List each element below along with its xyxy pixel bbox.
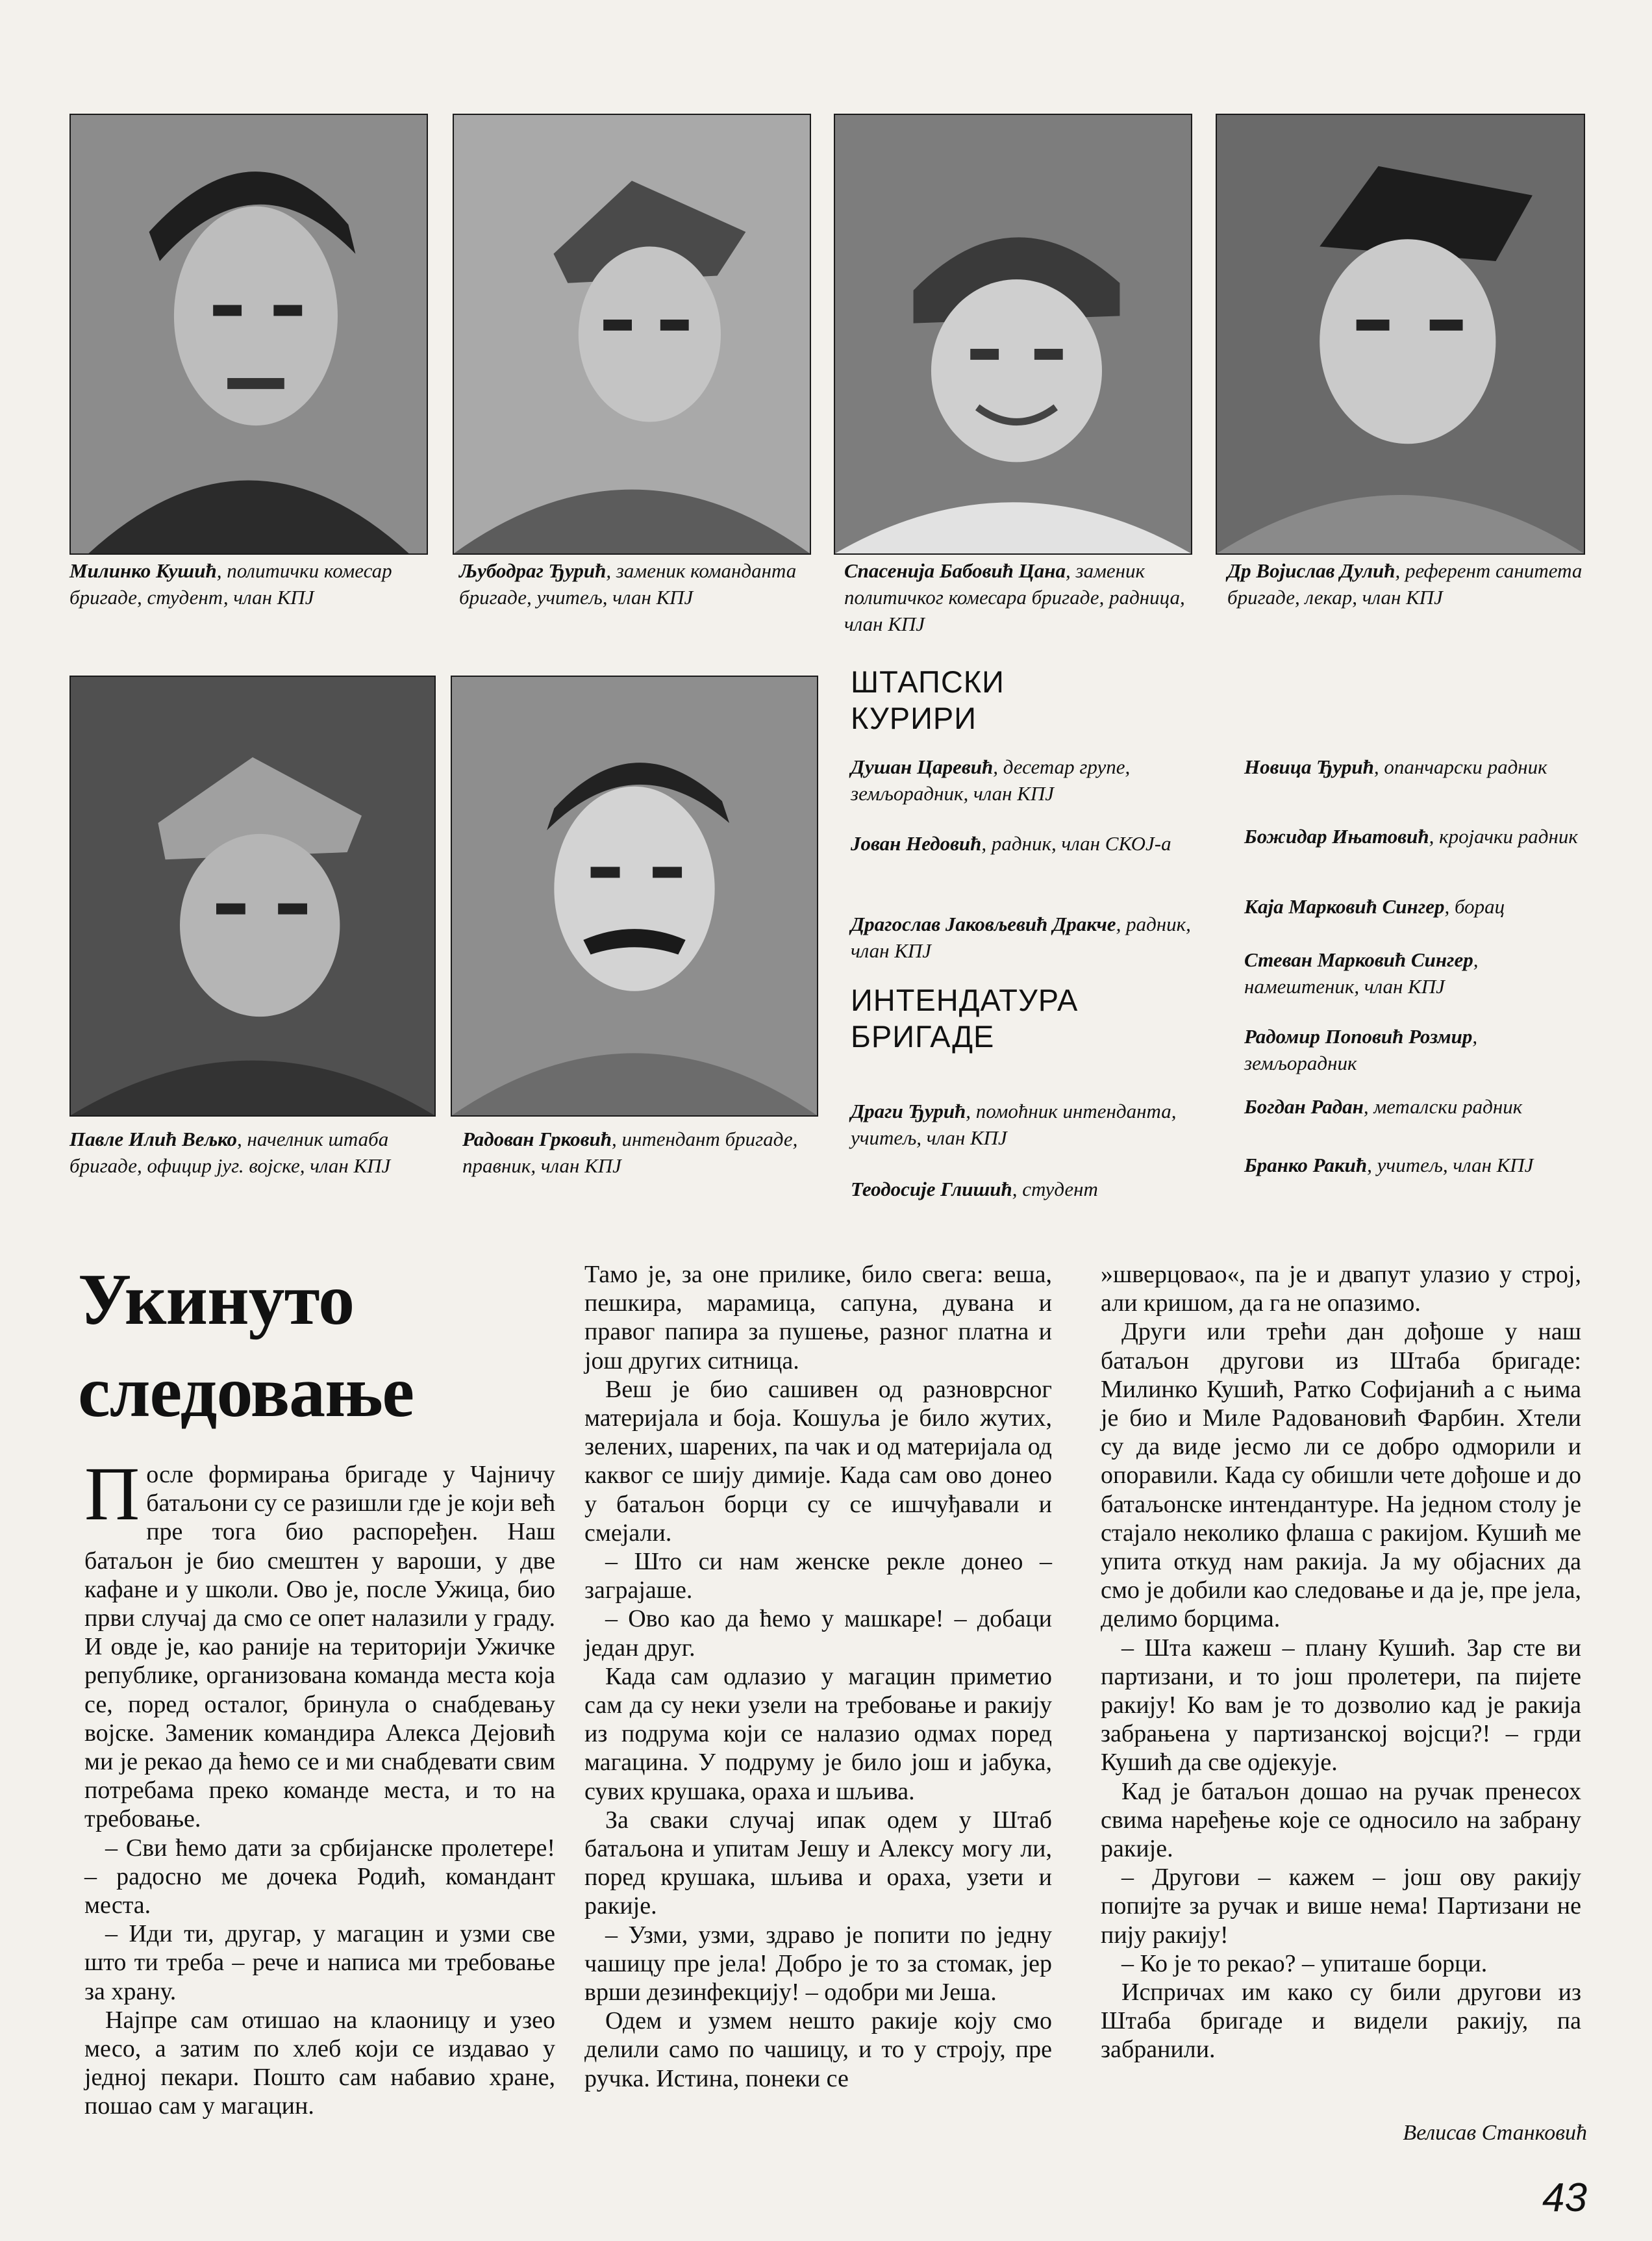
- article-title: Укинуто следовање: [78, 1260, 414, 1432]
- author-signature: Велисав Станковић: [1403, 2121, 1587, 2145]
- drop-cap: П: [84, 1451, 140, 1536]
- photo-caption-1: Милинко Кушић, политички комесар бригаде, студент, члан КПЈ: [69, 559, 392, 609]
- courier-entry-7: Стеван Марковић Сингер, намештеник, члан КПЈ: [1244, 948, 1479, 998]
- paragraph: – Ко је то рекао? – упиташе борци.: [1121, 1949, 1488, 1977]
- paragraph: – Шта кажеш – плану Кушић. Зар сте ви партизани, и то још пролетери, па пијете ракију! Ко вам је то дозволио кад је ракија забрањена у партизанској војсци?! – грди Кушић да све одјекује.: [1101, 1634, 1581, 1777]
- photo-caption-3: Спасенија Бабовић Цана, заменик политичког комесара бригаде, радница, члан КПЈ: [844, 559, 1185, 635]
- courier-entry-10: Бранко Ракић, учитељ, члан КПЈ: [1244, 1154, 1534, 1176]
- photo-caption-2: Љубодраг Ђурић, заменик команданта бригаде, учитељ, члан КПЈ: [459, 559, 797, 609]
- paragraph: Тамо је, за оне прилике, било свега: веша, пешкира, марамица, сапуна, дувана и правог папира за пушење, разног платна и још других ситница.: [584, 1261, 1052, 1374]
- portrait-photo-6: [451, 676, 818, 1117]
- courier-entry-4: Новица Ђурић, опанчарски радник: [1244, 755, 1547, 778]
- courier-entry-6: Каја Марковић Сингер, борац: [1244, 895, 1505, 918]
- intendancy-entry-2: Теодосије Глишић, студент: [851, 1178, 1098, 1200]
- portrait-photo-2: [453, 114, 811, 555]
- paragraph: Најпре сам отишао на клаоницу и узео месо, а затим по хлеб који се издавао у једној пекари. Пошто сам набавио хране, пошао сам у магацин.: [84, 2006, 555, 2120]
- paragraph: За сваки случај ипак одем у Штаб батаљона и упитам Јешу и Алексу могу ли, поред крушака, шљива и ораха, узети и ракије.: [584, 1806, 1052, 1920]
- paragraph: – Иди ти, другар, у магацин и узми све што ти треба – рече и написа ми требовање за храну.: [84, 1920, 555, 2005]
- paragraph: – Узми, узми, здраво је попити по једну чашицу пре јела! Добро је то за стомак, јер врши дезинфекцију! – одобри ми Јеша.: [584, 1921, 1052, 2007]
- paragraph: Одем и узмем нешто ракије коју смо делили само по чашицу, и то у строју, пре ручка. Истина, понеки се: [584, 2007, 1052, 2092]
- page-number: 43: [1542, 2175, 1587, 2220]
- intendancy-entry-1: Драги Ђурић, помоћник интенданта, учитељ, члан КПЈ: [851, 1100, 1177, 1149]
- paragraph: Када сам одлазио у магацин приметио сам да су неки узели на требовање и ракију из подрума који се налазио одмах поред магацина. У подруму је било још и јабука, сувих крушака, ораха и шљива.: [584, 1662, 1052, 1805]
- paragraph: – Што си нам женске рекле донео – заграјаше.: [584, 1548, 1052, 1604]
- paragraph: Други или трећи дан дођоше у наш батаљон другови из Штаба бригаде: Милинко Кушић, Ратко Софијанић а с њима је био и Миле Радовановић Фарбин. Хтели су да виде јесмо ли се добро одморили и опоравили. Када су обишли чете дођоше и до батаљонске интендантуре. На једном столу је стајало неколико флаша с ракијом. Кушић ме упита откуд нам ракија. Ја му објасних да смо је добили као следовање и да је, пре јела, делимо борцима.: [1101, 1318, 1581, 1633]
- courier-entry-8: Радомир Поповић Розмир, земљорадник: [1244, 1025, 1478, 1074]
- paragraph: После формирања бригаде у Чајничу батаљони су се разишли где је који већ пре тога био распоређен. Наш батаљон је био смештен у вароши, у две кафане и у школи. Ово је, после Ужица, био први случај да смо се опет налазили у граду. И овде је, као раније на територији Ужичке републике, организована команда места која се, поред осталог, бринула о снабдевању војске. Заменик командира Алекса Дејовић ми је рекао да ћемо се и ми снабдевати свим потребама преко команде места, и то на требовање.: [84, 1451, 555, 1833]
- article-column-3: [1101, 1260, 1581, 2064]
- courier-entry-2: Јован Недовић, радник, члан СКОЈ-а: [851, 832, 1171, 855]
- paragraph: Кад је батаљон дошао на ручак пренесох свима наређење које се односило на забрану ракије.: [1101, 1777, 1581, 1863]
- paragraph: Веш је био сашивен од разноврсног материјала и боја. Кошуља је било жутих, зелених, шарених, па чак и од материјала од каквог се шију димије. Када сам ово донео у батаљон борци су се ишчуђавали и смејали.: [584, 1375, 1052, 1547]
- portrait-photo-5: [69, 676, 436, 1117]
- paragraph: – Сви ћемо дати за србијанске пролетере! – радосно ме дочека Родић, командант места.: [84, 1834, 555, 1919]
- paragraph: – Ово као да ћемо у машкаре! – добаци један друг.: [584, 1605, 1052, 1662]
- paragraph: – Другови – кажем – још ову ракију попијте за ручак и више нема! Партизани не пију ракију!: [1101, 1864, 1581, 1949]
- photo-caption-5: Павле Илић Вељко, начелник штаба бригаде, официр југ. војске, члан КПЈ: [69, 1128, 391, 1177]
- paragraph: »шверцовао«, па је и двапут улазио у строј, али кришом, да га не опазимо.: [1101, 1261, 1581, 1317]
- article-column-1: [84, 1451, 555, 2121]
- portrait-photo-1: [69, 114, 428, 555]
- portrait-photo-3: [834, 114, 1192, 555]
- photo-caption-4: Др Војислав Дулић, референт санитета бригаде, лекар, члан КПЈ: [1227, 559, 1583, 609]
- photo-caption-6: Радован Грковић, интендант бригаде, правник, члан КПЈ: [462, 1128, 798, 1177]
- courier-entry-1: Душан Царевић, десетар групе, земљорадник, члан КПЈ: [851, 755, 1131, 805]
- intendancy-heading: ИНТЕНДАТУРА БРИГАДЕ: [851, 983, 1079, 1054]
- courier-entry-5: Божидар Ињатовић, кројачки радник: [1244, 825, 1578, 848]
- portrait-photo-4: [1216, 114, 1585, 555]
- courier-entry-9: Богдан Радан, металски радник: [1244, 1095, 1523, 1118]
- article-column-2: [584, 1260, 1052, 2093]
- couriers-heading: ШТАПСКИ КУРИРИ: [851, 665, 1005, 735]
- courier-entry-3: Драгослав Јаковљевић Дракче, радник, члан КПЈ: [851, 913, 1191, 962]
- paragraph: Испричах им како су били другови из Штаба бригаде и видели ракију, па забранили.: [1101, 1979, 1581, 2064]
